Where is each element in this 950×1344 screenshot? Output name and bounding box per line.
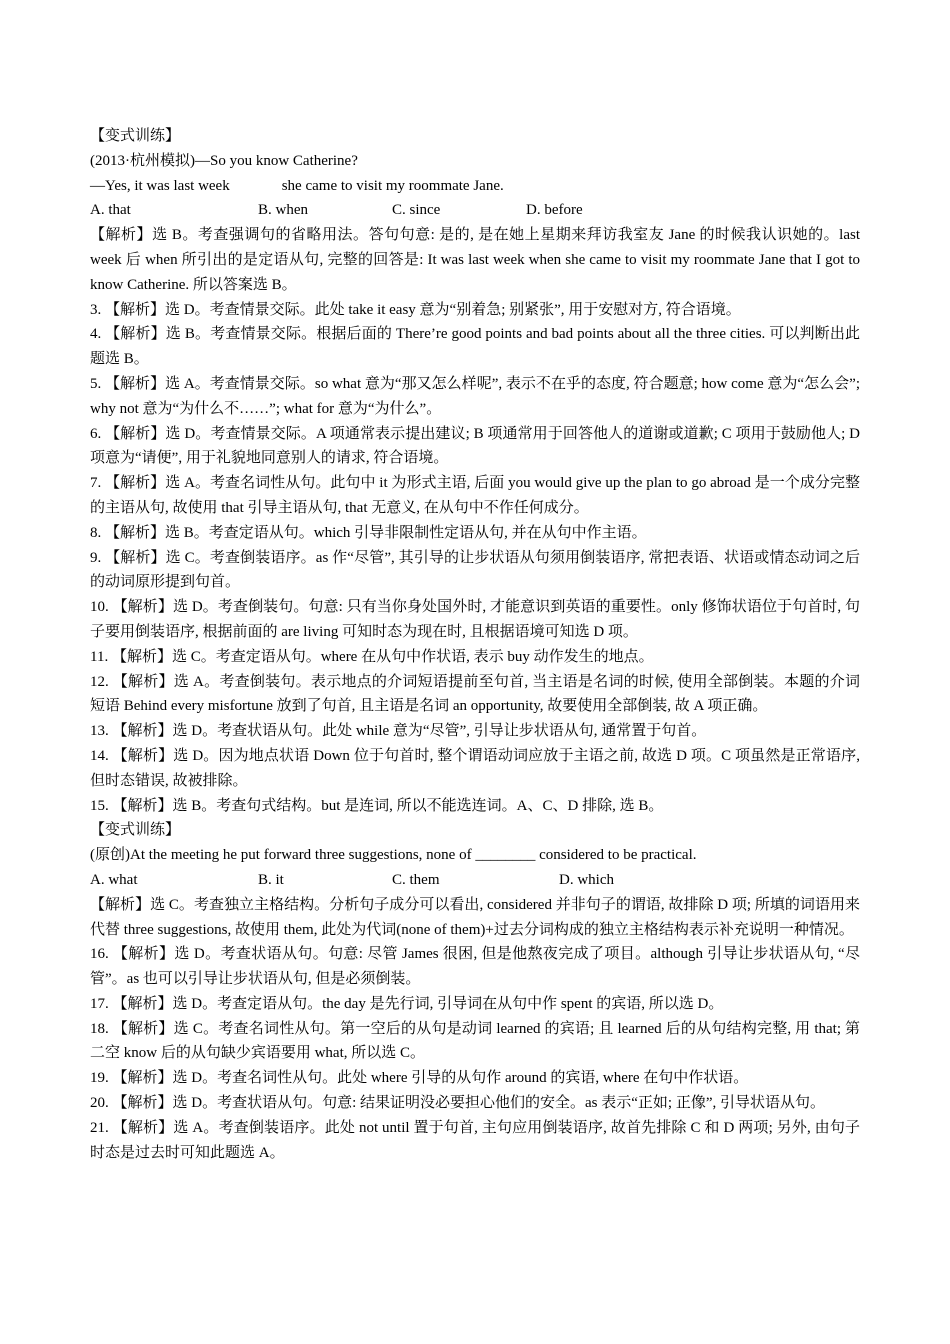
question-text: (2013·杭州模拟)—So you know Catherine? [90,152,358,169]
answer-key-page [90,124,860,1165]
answer-item: 10. 【解析】选 D。考查倒装句。句意: 只有当你身处国外时, 才能意识到英语的重要性。only 修饰状语位于句首时, 句子要用倒装语序, 根据前面的 are living 可知时态为现在时, 且根据语境可知选 D 项。 [90,599,860,640]
question-text: (原创)At the meeting he put forward three suggestions, none of ________ considered to be practical. [90,847,697,864]
answer-item: 7. 【解析】选 A。考查名词性从句。此句中 it 为形式主语, 后面 you would give up the plan to go abroad 是一个成分完整的主语从句, 故使用 that 引导主语从句, that 无意义, 在从句中不作任何成分。 [90,475,860,516]
option-c: C. since [392,202,441,219]
option-a: A. what [90,871,138,888]
answer-item: 11. 【解析】选 C。考查定语从句。where 在从句中作状语, 表示 buy 动作发生的地点。 [90,648,654,665]
answer-item: 14. 【解析】选 D。因为地点状语 Down 位于句首时, 整个谓语动词应放于主语之前, 故选 D 项。C 项虽然是正常语序, 但时态错误, 故被排除。 [90,747,860,789]
answer-item: 13. 【解析】选 D。考查状语从句。此处 while 意为“尽管”, 引导让步状语从句, 通常置于句首。 [90,723,707,740]
answer-options [90,198,860,223]
answer-item: 3. 【解析】选 D。考查情景交际。此处 take it easy 意为“别着急; 别紧张”, 用于安慰对方, 符合语境。 [90,301,741,318]
reply-part-b: she came to visit my roommate Jane. [281,177,504,194]
answer-item: 6. 【解析】选 D。考查情景交际。A 项通常表示提出建议; B 项通常用于回答他人的道谢或道歉; C 项用于鼓励他人; D 项意为“请便”, 用于礼貌地同意别人的请求, 符合语境。 [90,425,860,467]
answer-item: 9. 【解析】选 C。考查倒装语序。as 作“尽管”, 其引导的让步状语从句须用倒装语序, 常把表语、状语或情态动词之后的动词原形提到句首。 [90,549,860,591]
answer-item: 4. 【解析】选 B。考查情景交际。根据后面的 There’re good points and bad points about all the three cities. 可以判断出此题选 B。 [90,326,860,368]
answer-item: 17. 【解析】选 D。考查定语从句。the day 是先行词, 引导词在从句中作 spent 的宾语, 所以选 D。 [90,995,724,1012]
answer-item: 5. 【解析】选 A。考查情景交际。so what 意为“那又怎么样呢”, 表示不在乎的态度, 符合题意; how come 意为“怎么会”; why not 意为“为什么不……”; what for 意为“为什么”。 [90,375,860,417]
answer-item: 19. 【解析】选 D。考查名词性从句。此处 where 引导的从句作 around 的宾语, where 在句中作状语。 [90,1070,749,1087]
answer-options [90,868,860,893]
answer-item: 12. 【解析】选 A。考查倒装句。表示地点的介词短语提前至句首, 当主语是名词的时候, 使用全部倒装。本题的介词短语 Behind every misfortune 放到了句首, 且主语是名词 an opportunity, 故要使用全部倒装, 故 A 项正确。 [90,673,860,715]
option-c: C. them [392,871,440,888]
option-d: D. which [559,871,614,888]
answer-item: 16. 【解析】选 D。考查状语从句。句意: 尽管 James 很困, 但是他熬夜完成了项目。although 引导让步状语从句, “尽管”。as 也可以引导让步状语从句, 但是必须倒装。 [90,946,860,988]
reply-part-a: —Yes, it was last week [90,177,230,194]
answer-item: 8. 【解析】选 B。考查定语从句。which 引导非限制性定语从句, 并在从句中作主语。 [90,524,647,541]
analysis-text: 【解析】选 C。考查独立主格结构。分析句子成分可以看出, considered 并非句子的谓语, 故排除 D 项; 所填的词语用来代替 three suggestions, 故使用 them, 此处为代词(none of them)+过去分词构成的独立主格结构表示补充说明一种情况。 [90,896,860,938]
option-a: A. that [90,202,131,219]
option-b: B. it [258,871,284,888]
answer-item: 21. 【解析】选 A。考查倒装语序。此处 not until 置于句首, 主句应用倒装语序, 故首先排除 C 和 D 两项; 另外, 由句子时态是过去时可知此题选 A。 [90,1119,860,1161]
option-d: D. before [526,202,583,219]
answer-item: 20. 【解析】选 D。考查状语从句。句意: 结果证明没必要担心他们的安全。as 表示“正如; 正像”, 引导状语从句。 [90,1095,825,1112]
answer-item: 15. 【解析】选 B。考查句式结构。but 是连词, 所以不能选连词。A、C、D 排除, 选 B。 [90,797,664,814]
answer-item: 18. 【解析】选 C。考查名词性从句。第一空后的从句是动词 learned 的宾语; 且 learned 后的从句结构完整, 用 that; 第二空 know 后的从句缺少宾语要用 what, 所以选 C。 [90,1020,860,1062]
question-reply [90,174,860,199]
section-heading: 【变式训练】 [90,128,181,144]
option-b: B. when [258,202,308,219]
section-heading: 【变式训练】 [90,822,181,839]
analysis-text: 【解析】选 B。考查强调句的省略用法。答句句意: 是的, 是在她上星期来拜访我室友 Jane 的时候我认识她的。last week 后 when 所引出的是定语从句, 完整的回答是: It was last week when she came to visit my roommate Jane that I got to know Catherine. 所以答案选 B。 [90,227,860,293]
